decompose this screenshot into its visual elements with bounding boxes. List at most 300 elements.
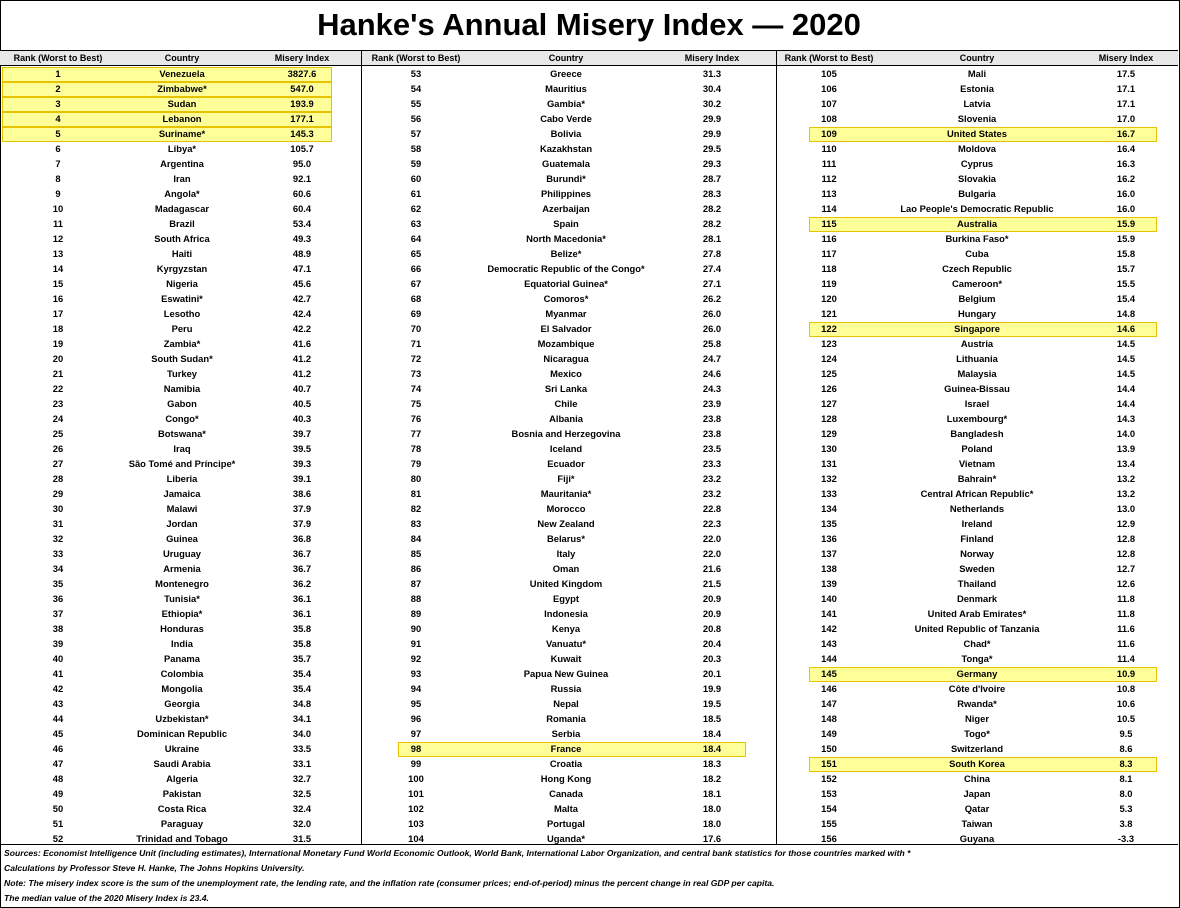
table-row <box>777 456 1178 471</box>
misery-index-cell: 14.0 <box>1116 428 1136 439</box>
table-row-highlighted <box>0 66 361 81</box>
table-row <box>362 486 776 501</box>
misery-index-cell: 36.7 <box>292 563 312 574</box>
misery-index-cell: 21.5 <box>702 578 722 589</box>
misery-index-cell: 41.2 <box>292 368 312 379</box>
rank-cell: 140 <box>821 593 837 604</box>
rank-cell: 120 <box>821 293 837 304</box>
misery-index-cell: 8.1 <box>1119 773 1133 784</box>
country-cell: Taiwan <box>961 818 993 829</box>
table-row <box>777 801 1178 816</box>
misery-index-cell: 547.0 <box>290 83 314 94</box>
rank-cell: 122 <box>821 323 837 334</box>
table-row <box>362 591 776 606</box>
misery-index-cell: 15.9 <box>1116 218 1136 229</box>
misery-index-cell: 22.0 <box>702 533 722 544</box>
misery-index-cell: 14.8 <box>1116 308 1136 319</box>
table-row <box>777 306 1178 321</box>
country-cell: Chad* <box>963 638 991 649</box>
country-cell: Honduras <box>160 623 204 634</box>
rank-cell: 84 <box>410 533 422 544</box>
table-row <box>362 201 776 216</box>
country-cell: Malaysia <box>957 368 997 379</box>
country-cell: France <box>550 743 582 754</box>
rank-cell: 50 <box>52 803 64 814</box>
table-row <box>0 726 361 741</box>
table-row <box>0 201 361 216</box>
rank-cell: 27 <box>52 458 64 469</box>
misery-index-cell: 23.5 <box>702 443 722 454</box>
rank-cell: 114 <box>821 203 837 214</box>
misery-index-cell: 41.2 <box>292 353 312 364</box>
table-row <box>777 741 1178 756</box>
rank-cell: 153 <box>821 788 837 799</box>
country-cell: Japan <box>963 788 991 799</box>
table-row-highlighted <box>362 741 776 756</box>
rank-cell: 17 <box>52 308 64 319</box>
table-row <box>0 801 361 816</box>
misery-index-cell: 37.9 <box>292 518 312 529</box>
country-cell: Singapore <box>954 323 1000 334</box>
country-cell: Malta <box>554 803 578 814</box>
misery-index-cell: 8.0 <box>1119 788 1133 799</box>
rank-cell: 102 <box>408 803 424 814</box>
misery-index-cell: 9.5 <box>1119 728 1133 739</box>
table-row <box>777 276 1178 291</box>
misery-index-cell: 26.0 <box>702 308 722 319</box>
table-row <box>0 546 361 561</box>
rank-cell: 26 <box>52 443 64 454</box>
country-cell: Belize* <box>550 248 582 259</box>
country-cell: South Korea <box>949 758 1005 769</box>
misery-index-cell: 39.1 <box>292 473 312 484</box>
rank-cell: 75 <box>410 398 422 409</box>
table-bottom-rule <box>0 844 1178 845</box>
country-cell: Myanmar <box>545 308 587 319</box>
misery-index-cell: 23.2 <box>702 488 722 499</box>
rank-cell: 57 <box>410 128 422 139</box>
country-cell: Bosnia and Herzegovina <box>511 428 621 439</box>
table-row <box>362 606 776 621</box>
misery-index-cell: 60.4 <box>292 203 312 214</box>
misery-index-cell: 23.9 <box>702 398 722 409</box>
country-cell: Jamaica <box>163 488 201 499</box>
table-row <box>777 141 1178 156</box>
misery-index-cell: 20.9 <box>702 593 722 604</box>
rank-cell: 5 <box>55 128 61 139</box>
country-cell: Uganda* <box>546 833 586 844</box>
table-row <box>0 636 361 651</box>
rank-cell: 47 <box>52 758 64 769</box>
misery-index-cell: 145.3 <box>290 128 314 139</box>
rank-cell: 142 <box>821 623 837 634</box>
header-country: Country <box>164 53 200 63</box>
misery-index-cell: 23.2 <box>702 473 722 484</box>
rank-cell: 69 <box>410 308 422 319</box>
misery-index-cell: 12.9 <box>1116 518 1136 529</box>
country-cell: Peru <box>171 323 193 334</box>
table-row <box>362 666 776 681</box>
rank-cell: 111 <box>821 158 837 169</box>
rank-cell: 107 <box>821 98 837 109</box>
table-row <box>777 531 1178 546</box>
misery-index-cell: 37.9 <box>292 503 312 514</box>
misery-index-cell: 17.5 <box>1116 68 1136 79</box>
misery-index-cell: 105.7 <box>290 143 314 154</box>
table-row <box>0 531 361 546</box>
table-row <box>362 471 776 486</box>
table-header <box>777 51 1178 66</box>
rank-cell: 62 <box>410 203 422 214</box>
table-row <box>0 651 361 666</box>
country-cell: Cuba <box>965 248 989 259</box>
country-cell: Guyana <box>959 833 995 844</box>
rank-cell: 108 <box>821 113 837 124</box>
misery-index-cell: 13.0 <box>1116 503 1136 514</box>
table-row <box>0 141 361 156</box>
table-row <box>362 621 776 636</box>
table-row <box>362 141 776 156</box>
country-cell: Angola* <box>164 188 200 199</box>
country-cell: Kenya <box>551 623 581 634</box>
table-row <box>0 216 361 231</box>
misery-index-cell: 15.5 <box>1116 278 1136 289</box>
misery-index-cell: 11.8 <box>1117 593 1135 604</box>
rank-cell: 151 <box>821 758 837 769</box>
misery-index-cell: 18.4 <box>702 728 722 739</box>
country-cell: Kazakhstan <box>539 143 593 154</box>
misery-index-cell: 17.1 <box>1116 83 1136 94</box>
rank-cell: 87 <box>410 578 422 589</box>
rank-cell: 92 <box>410 653 422 664</box>
table-row <box>777 816 1178 831</box>
rank-cell: 20 <box>52 353 64 364</box>
country-cell: Slovenia <box>957 113 997 124</box>
misery-index-cell: 45.6 <box>292 278 312 289</box>
misery-index-cell: 34.0 <box>292 728 312 739</box>
country-cell: Uruguay <box>162 548 202 559</box>
rank-cell: 134 <box>821 503 837 514</box>
misery-index-cell: 32.5 <box>292 788 312 799</box>
country-cell: Iraq <box>173 443 191 454</box>
rank-cell: 64 <box>410 233 422 244</box>
table-row <box>0 501 361 516</box>
country-cell: Zambia* <box>163 338 201 349</box>
misery-index-cell: 22.0 <box>702 548 722 559</box>
country-cell: Bulgaria <box>958 188 996 199</box>
country-cell: Greece <box>550 68 582 79</box>
table-row-highlighted <box>0 81 361 96</box>
table-row <box>362 366 776 381</box>
misery-index-cell: 22.8 <box>702 503 722 514</box>
rank-cell: 103 <box>408 818 424 829</box>
country-cell: Uzbekistan* <box>155 713 209 724</box>
table-row-highlighted <box>0 126 361 141</box>
table-row <box>0 666 361 681</box>
country-cell: Fiji* <box>557 473 575 484</box>
rank-cell: 98 <box>410 743 422 754</box>
rank-cell: 25 <box>52 428 64 439</box>
misery-index-cell: 36.8 <box>292 533 312 544</box>
rank-cell: 38 <box>52 623 64 634</box>
table-row <box>362 756 776 771</box>
misery-index-cell: 14.3 <box>1116 413 1136 424</box>
rank-cell: 101 <box>408 788 424 799</box>
table-row <box>777 636 1178 651</box>
misery-index-cell: 17.1 <box>1116 98 1136 109</box>
table-row <box>777 96 1178 111</box>
rank-cell: 35 <box>52 578 64 589</box>
rank-cell: 2 <box>55 83 61 94</box>
table-row <box>362 186 776 201</box>
rank-cell: 89 <box>410 608 422 619</box>
misery-index-cell: 21.6 <box>702 563 722 574</box>
country-cell: Liberia <box>166 473 198 484</box>
rank-cell: 68 <box>410 293 422 304</box>
footnote-median: The median value of the 2020 Misery Index is 23.4. <box>4 893 209 903</box>
rank-cell: 130 <box>821 443 837 454</box>
misery-index-cell: 193.9 <box>290 98 314 109</box>
country-cell: Togo* <box>964 728 990 739</box>
misery-index-cell: 28.3 <box>702 188 722 199</box>
table-row <box>362 516 776 531</box>
country-cell: Philippines <box>540 188 591 199</box>
country-cell: Democratic Republic of the Congo* <box>487 263 645 274</box>
rank-cell: 73 <box>410 368 422 379</box>
country-cell: São Tomé and Príncipe* <box>128 458 236 469</box>
table-row <box>777 516 1178 531</box>
country-cell: Thailand <box>957 578 997 589</box>
country-cell: New Zealand <box>537 518 595 529</box>
table-row <box>0 516 361 531</box>
rank-cell: 11 <box>53 218 63 229</box>
table-row <box>777 486 1178 501</box>
table-row <box>0 396 361 411</box>
misery-index-cell: 12.6 <box>1116 578 1136 589</box>
country-cell: Portugal <box>546 818 586 829</box>
table-row <box>0 351 361 366</box>
rank-cell: 83 <box>410 518 422 529</box>
footnote-note: Note: The misery index score is the sum of the unemployment rate, the lending rate, and the inflation rate (consumer prices; end-of-period) minus the percent change in real GDP per capita. <box>4 878 775 888</box>
table-row <box>362 246 776 261</box>
rank-cell: 30 <box>52 503 64 514</box>
rank-cell: 12 <box>52 233 64 244</box>
rank-cell: 82 <box>410 503 422 514</box>
table-row <box>362 276 776 291</box>
table-row <box>362 426 776 441</box>
rank-cell: 85 <box>410 548 422 559</box>
country-cell: Botswana* <box>158 428 206 439</box>
country-cell: Morocco <box>546 503 586 514</box>
rank-cell: 51 <box>52 818 64 829</box>
country-cell: Cabo Verde <box>540 113 592 124</box>
misery-index-cell: 16.2 <box>1116 173 1136 184</box>
misery-index-cell: 11.6 <box>1117 638 1135 649</box>
table-column-3 <box>777 50 1178 844</box>
rank-cell: 104 <box>408 833 424 844</box>
rank-cell: 126 <box>821 383 837 394</box>
misery-index-cell: 33.1 <box>292 758 312 769</box>
misery-index-cell: 20.9 <box>702 608 722 619</box>
page-title: Hanke's Annual Misery Index — 2020 <box>317 7 861 42</box>
misery-index-cell: 23.3 <box>702 458 722 469</box>
table-row <box>362 216 776 231</box>
rank-cell: 117 <box>821 248 837 259</box>
misery-index-cell: 34.1 <box>292 713 312 724</box>
rank-cell: 48 <box>52 773 64 784</box>
rank-cell: 78 <box>410 443 422 454</box>
misery-index-cell: 15.9 <box>1116 233 1136 244</box>
rank-cell: 22 <box>52 383 64 394</box>
misery-index-cell: 10.6 <box>1116 698 1136 709</box>
table-row <box>777 201 1178 216</box>
rank-cell: 58 <box>410 143 422 154</box>
misery-index-cell: 95.0 <box>292 158 312 169</box>
rank-cell: 137 <box>821 548 837 559</box>
misery-index-cell: 19.9 <box>702 683 722 694</box>
country-cell: Bangladesh <box>950 428 1004 439</box>
table-row <box>362 291 776 306</box>
misery-index-cell: 16.0 <box>1116 188 1136 199</box>
country-cell: Lesotho <box>163 308 201 319</box>
misery-index-cell: 41.6 <box>292 338 312 349</box>
misery-index-cell: 20.8 <box>702 623 722 634</box>
misery-index-cell: 39.5 <box>292 443 312 454</box>
rank-cell: 9 <box>55 188 61 199</box>
misery-index-cell: 16.0 <box>1116 203 1136 214</box>
country-cell: Kuwait <box>550 653 582 664</box>
country-cell: Qatar <box>964 803 990 814</box>
table-row <box>777 696 1178 711</box>
misery-index-cell: 35.7 <box>292 653 312 664</box>
table-row <box>777 471 1178 486</box>
rank-cell: 129 <box>821 428 837 439</box>
table-row <box>0 756 361 771</box>
table-row <box>362 321 776 336</box>
misery-index-cell: 53.4 <box>292 218 312 229</box>
rank-cell: 154 <box>821 803 837 814</box>
misery-index-cell: 18.3 <box>702 758 722 769</box>
rank-cell: 128 <box>821 413 837 424</box>
table-row <box>362 456 776 471</box>
rank-cell: 32 <box>52 533 64 544</box>
country-cell: Vietnam <box>958 458 996 469</box>
country-cell: Guinea-Bissau <box>944 383 1010 394</box>
country-cell: Moldova <box>957 143 997 154</box>
rank-cell: 135 <box>821 518 837 529</box>
country-cell: Indonesia <box>544 608 588 619</box>
table-row <box>777 786 1178 801</box>
table-row <box>0 291 361 306</box>
table-row <box>362 711 776 726</box>
misery-index-cell: 26.2 <box>702 293 722 304</box>
table-row <box>362 231 776 246</box>
table-row <box>0 696 361 711</box>
table-row <box>362 411 776 426</box>
rank-cell: 86 <box>410 563 422 574</box>
rank-cell: 55 <box>410 98 422 109</box>
misery-index-cell: 15.7 <box>1116 263 1136 274</box>
rank-cell: 113 <box>821 188 837 199</box>
country-cell: China <box>963 773 991 784</box>
table-row <box>777 66 1178 81</box>
country-cell: Papua New Guinea <box>523 668 609 679</box>
misery-index-cell: 28.7 <box>702 173 722 184</box>
country-cell: Burkina Faso* <box>945 233 1009 244</box>
misery-index-cell: 177.1 <box>290 113 314 124</box>
country-cell: Zimbabwe* <box>157 83 207 94</box>
rank-cell: 1 <box>55 68 61 79</box>
table-row-highlighted <box>777 126 1178 141</box>
table-row <box>362 636 776 651</box>
table-row <box>777 411 1178 426</box>
rank-cell: 152 <box>821 773 837 784</box>
country-cell: United States <box>947 128 1007 139</box>
misery-index-cell: 32.7 <box>292 773 312 784</box>
table-column-1 <box>0 50 361 844</box>
table-row <box>362 111 776 126</box>
country-cell: Trinidad and Tobago <box>136 833 228 844</box>
misery-index-cell: 13.2 <box>1116 473 1136 484</box>
country-cell: Norway <box>960 548 994 559</box>
rank-cell: 138 <box>821 563 837 574</box>
country-cell: Oman <box>552 563 580 574</box>
header-misery-index: Misery Index <box>1098 53 1154 63</box>
table-row <box>362 531 776 546</box>
country-cell: Panama <box>164 653 200 664</box>
misery-index-cell: 49.3 <box>292 233 312 244</box>
country-cell: Sudan <box>167 98 197 109</box>
rank-cell: 147 <box>821 698 837 709</box>
rank-cell: 94 <box>410 683 422 694</box>
table-row <box>777 111 1178 126</box>
misery-index-cell: 24.6 <box>702 368 722 379</box>
country-cell: Cyprus <box>960 158 994 169</box>
misery-index-cell: 18.5 <box>702 713 722 724</box>
table-row <box>0 186 361 201</box>
country-cell: Romania <box>546 713 586 724</box>
table-row <box>0 486 361 501</box>
country-cell: Italy <box>556 548 576 559</box>
misery-index-cell: 42.7 <box>292 293 312 304</box>
country-cell: Albania <box>549 413 583 424</box>
rank-cell: 23 <box>52 398 64 409</box>
table-row <box>362 156 776 171</box>
misery-index-cell: 23.8 <box>702 428 722 439</box>
misery-index-cell: 30.4 <box>702 83 722 94</box>
rank-cell: 115 <box>821 218 837 229</box>
rank-cell: 72 <box>410 353 422 364</box>
country-cell: Lithuania <box>956 353 998 364</box>
country-cell: Rwanda* <box>957 698 997 709</box>
misery-index-cell: 27.1 <box>702 278 722 289</box>
table-row <box>777 561 1178 576</box>
rank-cell: 7 <box>55 158 61 169</box>
misery-index-cell: 16.7 <box>1116 128 1136 139</box>
country-cell: Serbia <box>551 728 581 739</box>
footnotes <box>4 846 1174 906</box>
table-row <box>777 186 1178 201</box>
country-cell: Dominican Republic <box>136 728 228 739</box>
misery-index-cell: 14.6 <box>1116 323 1136 334</box>
country-cell: South Africa <box>154 233 210 244</box>
table-row <box>777 381 1178 396</box>
rank-cell: 8 <box>55 173 61 184</box>
table-row <box>362 126 776 141</box>
misery-index-cell: 36.1 <box>292 608 312 619</box>
country-cell: Mozambique <box>537 338 595 349</box>
country-cell: Pakistan <box>162 788 202 799</box>
